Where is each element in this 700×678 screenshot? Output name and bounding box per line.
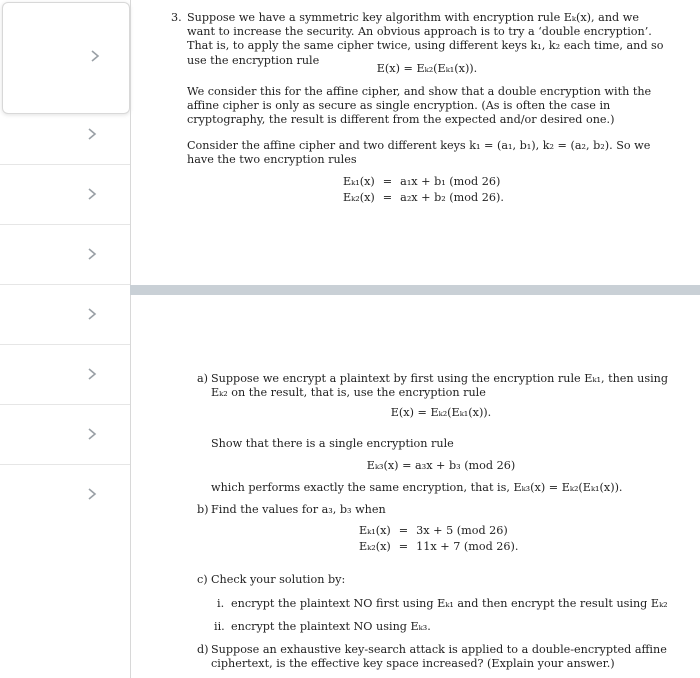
eq1-rhs: a₁x + b₁ (mod 26) [400,175,501,188]
part-a-show: Show that there is a single encryption rule [211,437,454,450]
part-c-ii-label: ii. [214,620,225,633]
keys-text: Consider the affine cipher and two different keys k₁ = (a₁, b₁), k₂ = (a₂, b₂). So we have the two encryption rules [187,139,651,167]
chevron-right-icon[interactable] [85,307,99,321]
sidebar-item[interactable] [0,284,130,345]
sidebar-item[interactable] [0,164,130,225]
chevron-right-icon[interactable] [88,49,102,63]
b-eq1-lhs: Eₖ₁(x) [359,524,391,537]
part-c-text: Check your solution by: [211,573,346,586]
part-b-rules [355,523,522,555]
chevron-right-icon[interactable] [85,247,99,261]
question-intro: Suppose we have a symmetric key algorithm with encryption rule Eₖ(x), and we want to increase the security. An obvious approach is to try a ‘double encryption’. That is, to apply the same cipher twice, using different keys k₁, k₂ each time, and so use the encryption rule [187,11,664,67]
page-separator [130,285,700,295]
encryption-rules [339,174,508,206]
eq1-equals: = [382,175,393,188]
part-c-label: c) [197,573,208,586]
part-c-i-text: encrypt the plaintext NO first using Eₖ₁ and then encrypt the result using Eₖ₂ [231,597,668,610]
part-a-label: a) [197,372,209,385]
b-eq2-rhs: 11x + 7 (mod 26). [416,540,519,553]
double-encryption-rule: E(x) = Eₖ₂(Eₖ₁(x)). [376,62,478,75]
sidebar-item[interactable] [0,224,130,285]
part-a-rule: E(x) = Eₖ₂(Eₖ₁(x)). [390,406,492,419]
chevron-right-icon[interactable] [85,187,99,201]
b-eq2-lhs: Eₖ₂(x) [359,540,391,553]
part-a-text: Suppose we encrypt a plaintext by first using the encryption rule Eₖ₁, then using Eₖ₂ on the result, that is, use the encryption rule [211,372,669,400]
sidebar-item[interactable] [0,404,130,465]
chevron-right-icon[interactable] [85,127,99,141]
part-b-text: Find the values for a₃, b₃ when [211,503,386,516]
sidebar-divider [130,0,131,678]
sidebar-item[interactable] [0,464,130,524]
part-a-which: which performs exactly the same encryption, that is, Eₖ₃(x) = Eₖ₂(Eₖ₁(x)). [211,481,623,494]
part-c-i-label: i. [217,597,225,610]
part-d-label: d) [197,643,209,656]
chevron-right-icon[interactable] [85,487,99,501]
b-eq1-rhs: 3x + 5 (mod 26) [416,524,508,537]
part-a-single-rule: Eₖ₃(x) = a₃x + b₃ (mod 26) [366,459,516,472]
eq1-lhs: Eₖ₁(x) [343,175,375,188]
eq2-lhs: Eₖ₂(x) [343,191,375,204]
sidebar [0,0,130,678]
affine-consider-text: We consider this for the affine cipher, and show that a double encryption with the affine cipher is only as secure as single encryption. (As is often the case in cryptography, the result is different from the expected and/or desired one.) [187,85,652,127]
part-b-label: b) [197,503,209,516]
sidebar-item[interactable] [0,104,130,165]
eq2-rhs: a₂x + b₂ (mod 26). [400,191,504,204]
chevron-right-icon[interactable] [85,427,99,441]
b-eq1-equals: = [398,524,409,537]
part-c-ii-text: encrypt the plaintext NO using Eₖ₃. [231,620,431,633]
chevron-right-icon[interactable] [85,367,99,381]
part-d-text: Suppose an exhaustive key-search attack is applied to a double-encrypted affine ciphertext, is the effective key space increased? (Explain your answer.) [211,643,667,671]
b-eq2-equals: = [398,540,409,553]
sidebar-item[interactable] [0,344,130,405]
question-number: 3. [171,11,182,24]
sidebar-card-selected[interactable] [2,2,130,114]
eq2-equals: = [382,191,393,204]
